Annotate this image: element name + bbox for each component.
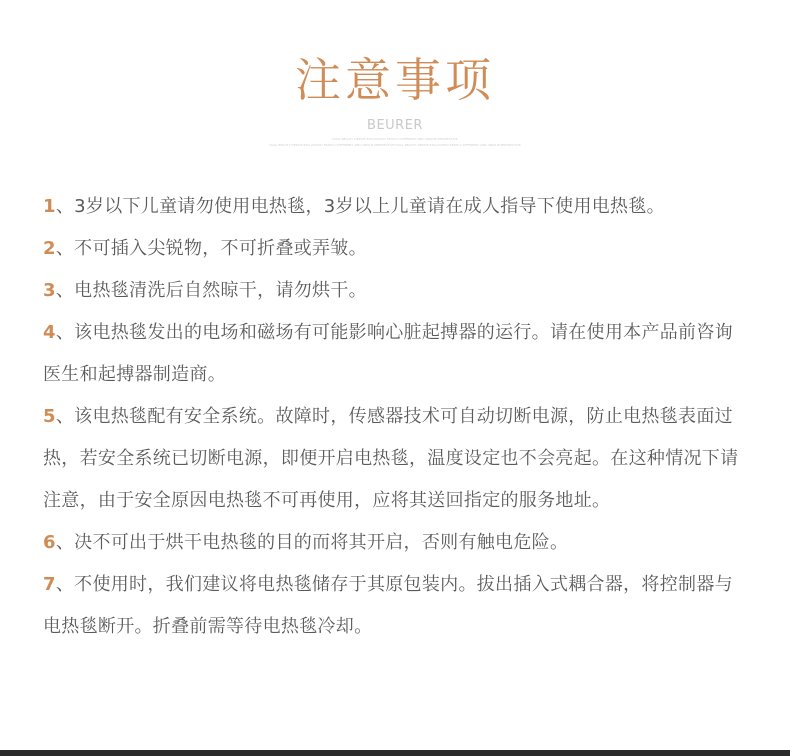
item-text: 3岁以下儿童请勿使用电热毯，3岁以上儿童请在成人指导下使用电热毯。: [74, 196, 665, 217]
item-separator: 、: [55, 280, 75, 301]
fine-print-line-2: DUAL BEAUTY DERIVE EXCLUSIVELY FROM A DIFFERENT AND UNIQUE PERSPECTIVE DUAL BEAUTY DERIVE EXCLUSIVELY FROM A DIFFERENT AND UNIQUE PERSPECTIVE: [269, 143, 521, 147]
list-item: [43, 564, 748, 648]
brand-label: BEURER: [367, 118, 423, 133]
list-item: [43, 270, 748, 312]
item-number: 4: [43, 322, 56, 343]
item-separator: 、: [55, 238, 75, 259]
page-title: 注意事项: [295, 53, 495, 107]
notice-list: [43, 186, 748, 648]
item-text: 不可插入尖锐物，不可折叠或弄皱。: [74, 238, 367, 259]
item-text: 决不可出于烘干电热毯的目的而将其开启，否则有触电危险。: [74, 532, 569, 553]
list-item: [43, 396, 748, 522]
item-number: 1: [43, 196, 56, 217]
item-separator: 、: [55, 322, 75, 343]
bottom-divider: [0, 750, 790, 756]
list-item: [43, 228, 748, 270]
list-item: [43, 522, 748, 564]
item-number: 2: [43, 238, 56, 259]
list-item: [43, 186, 748, 228]
item-text: 电热毯清洗后自然晾干，请勿烘干。: [74, 280, 367, 301]
item-text: 该电热毯配有安全系统。故障时，传感器技术可自动切断电源，防止电热毯表面过热，若安全系统已切断电源，即便开启电热毯，温度设定也不会亮起。在这种情况下请注意，由于安全原因电热毯不可再使用，应将其送回指定的服务地址。: [43, 406, 739, 511]
item-separator: 、: [55, 532, 75, 553]
item-separator: 、: [55, 406, 75, 427]
fine-print-line-1: DUAL BEAUTY DERIVE EXCLUSIVELY FROM A DIFFERENT AND UNIQUE PERSPECTIVE: [332, 137, 458, 141]
item-text: 不使用时，我们建议将电热毯储存于其原包装内。拔出插入式耦合器，将控制器与电热毯断开。折叠前需等待电热毯冷却。: [43, 574, 733, 637]
item-number: 3: [43, 280, 56, 301]
list-item: [43, 312, 748, 396]
item-text: 该电热毯发出的电场和磁场有可能影响心脏起搏器的运行。请在使用本产品前咨询医生和起搏器制造商。: [43, 322, 733, 385]
item-number: 7: [43, 574, 56, 595]
item-number: 6: [43, 532, 56, 553]
item-number: 5: [43, 406, 56, 427]
item-separator: 、: [55, 196, 75, 217]
item-separator: 、: [55, 574, 75, 595]
